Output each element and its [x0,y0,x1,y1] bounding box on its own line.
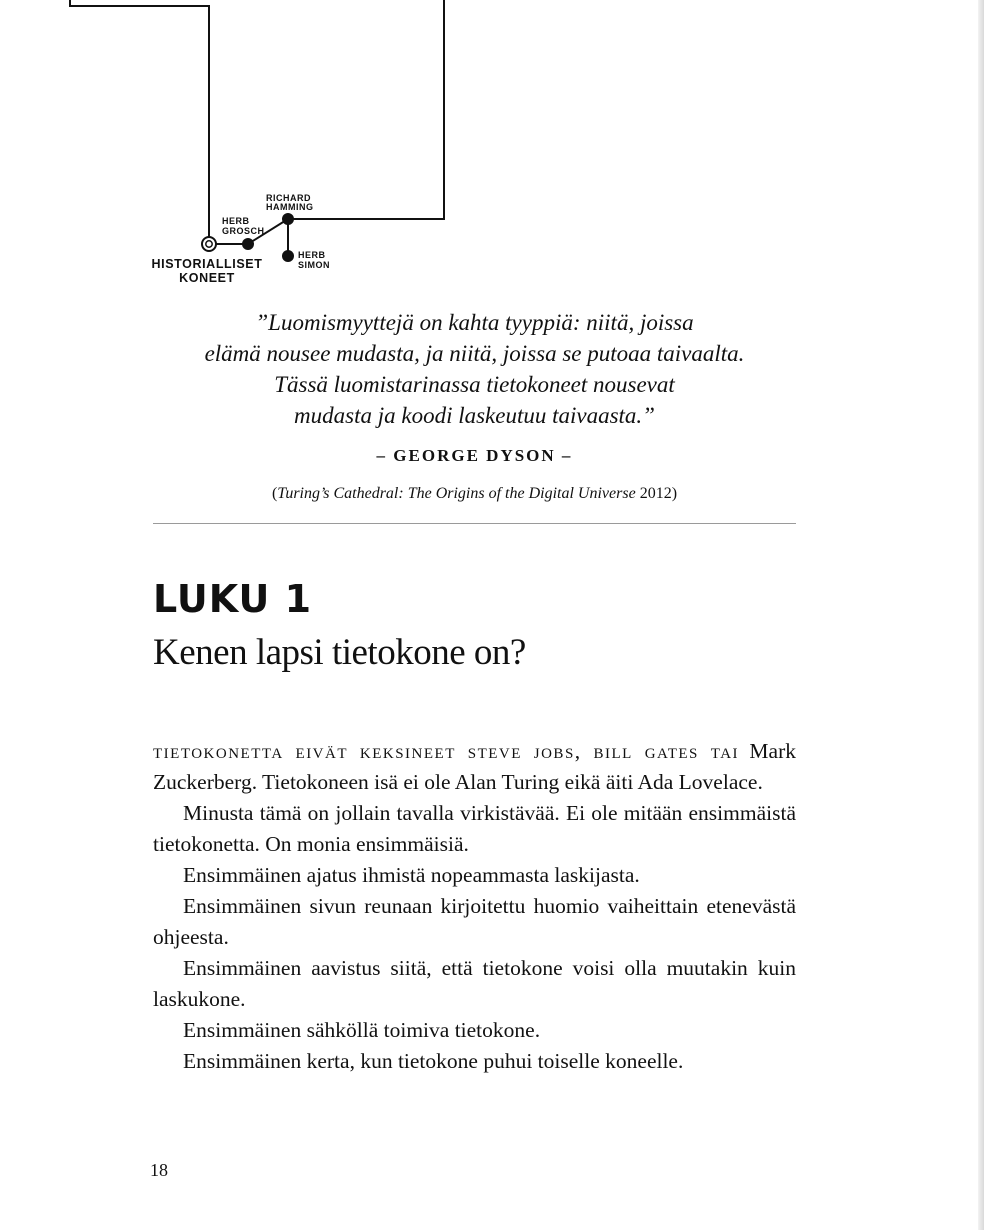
chapter-title: Kenen lapsi tietokone on? [153,632,526,673]
node-historical-machines-inner [206,241,212,247]
lineage-diagram [0,0,984,300]
node-herb-grosch [242,238,254,250]
epigraph-attribution: – GEORGE DYSON – [376,446,573,465]
divider-rule [153,523,796,524]
source-title: Turing’s Cathedral: The Origins of the Digital Universe [277,485,636,502]
label-richard-hamming-1: RICHARD [266,193,311,203]
label-historical-machines-2: KONEET [179,271,235,285]
node-richard-hamming [282,213,294,225]
body-paragraph: Ensimmäinen sähköllä toimiva tietokone. [183,1018,541,1042]
epigraph-source [153,485,796,503]
epigraph-line: Tässä luomistarinassa tietokoneet nousevat [274,372,675,397]
body-text [153,736,796,1077]
body-paragraph: Ensimmäinen aavistus siitä, että tietokone voisi olla muutakin kuin laskukone. [153,956,796,1011]
body-paragraph: Minusta tämä on jollain tavalla virkistävää. Ei ole mitään ensimmäistä tietokonetta. On monia ensimmäisiä. [153,801,796,856]
lead-smallcaps: tietokonetta eivät keksineet steve jobs, bill gates tai [153,739,740,763]
label-richard-hamming-2: HAMMING [266,202,314,212]
epigraph-line: ”Luomismyyttejä on kahta tyyppiä: niitä, joissa [255,310,694,335]
lead-paragraph [153,736,796,798]
epigraph-line: elämä nousee mudasta, ja niitä, joissa se putoaa taivaalta. [204,341,745,366]
label-historical-machines-1: HISTORIALLISET [151,257,263,271]
body-paragraph: Ensimmäinen kerta, kun tietokone puhui toiselle koneelle. [183,1049,684,1073]
chapter-label: LUKU 1 [153,577,313,621]
source-year: 2012) [635,485,678,502]
epigraph-line: mudasta ja koodi laskeutuu taivaasta.” [294,403,655,428]
label-herb-simon-1: HERB [298,250,326,260]
label-herb-simon-2: SIMON [298,260,331,270]
label-herb-grosch-1: HERB [222,216,250,226]
body-paragraph: Ensimmäinen sivun reunaan kirjoitettu huomio vaiheittain etenevästä ohjeesta. [153,894,796,949]
page-number: 18 [150,1160,168,1180]
label-herb-grosch-2: GROSCH [222,226,265,236]
body-paragraph: Ensimmäinen ajatus ihmistä nopeammasta laskijasta. [183,863,640,887]
node-herb-simon [282,250,294,262]
diagram-line-left [70,0,209,244]
diagram-line-right [288,0,444,219]
epigraph-quote [153,307,796,431]
source-open-paren: ( [271,485,278,502]
lead-rest: Mark Zuckerberg. Tietokoneen isä ei ole Alan Turing eikä äiti Ada Lovelace. [153,739,796,794]
